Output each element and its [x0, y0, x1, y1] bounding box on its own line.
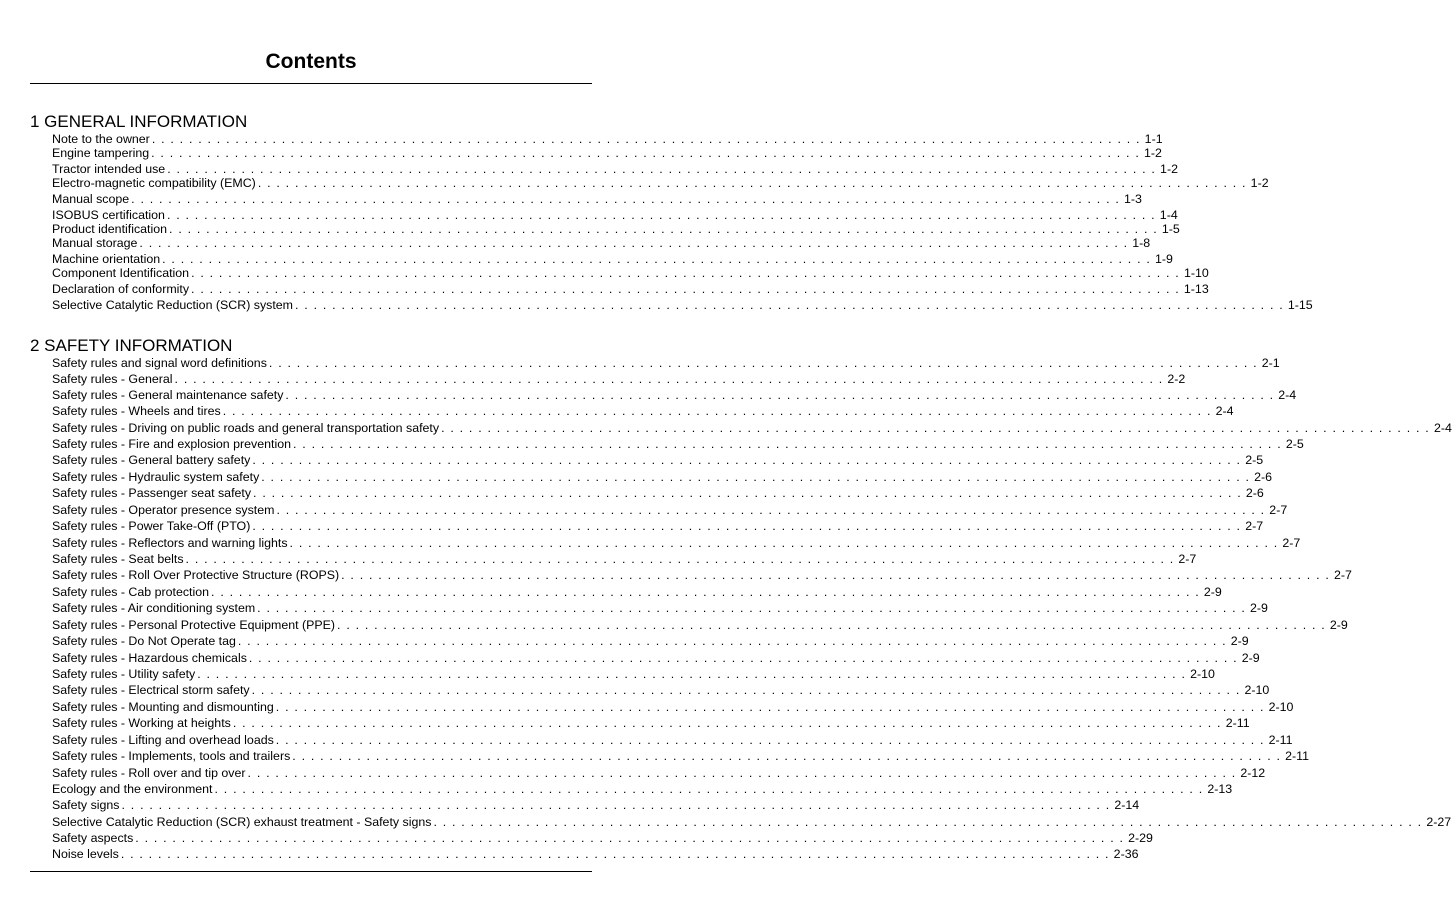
dot-leader: . . . . . . . . . . . . . . . . . . . . . . . . . . . . . . . . . . . . . . . . . . . . . . . . . . . . . . . . . . . . . . . . . . . . . . . . . . . . . . . . . . . . . . . . . . . . . . . . . . . . . . . . . . .	[121, 798, 1111, 812]
toc-entry	[52, 617, 1348, 633]
toc-entry	[52, 485, 1264, 501]
toc-entry	[52, 281, 1209, 297]
toc-entry-label: Safety rules - Seat belts	[52, 552, 184, 566]
toc-entry-label: Safety rules - General	[52, 372, 173, 386]
toc-entry	[52, 715, 1250, 731]
dot-leader: . . . . . . . . . . . . . . . . . . . . . . . . . . . . . . . . . . . . . . . . . . . . . . . . . . . . . . . . . . . . . . . . . . . . . . . . . . . . . . . . . . . . . . . . . . . . . . . . . . . . . . . . . . .	[252, 519, 1242, 533]
toc-entry	[52, 436, 1304, 452]
dot-leader: . . . . . . . . . . . . . . . . . . . . . . . . . . . . . . . . . . . . . . . . . . . . . . . . . . . . . . . . . . . . . . . . . . . . . . . . . . . . . . . . . . . . . . . . . . . . . . . . . . . . . . . . . . .	[197, 667, 1187, 681]
dot-leader: . . . . . . . . . . . . . . . . . . . . . . . . . . . . . . . . . . . . . . . . . . . . . . . . . . . . . . . . . . . . . . . . . . . . . . . . . . . . . . . . . . . . . . . . . . . . . . . . . . . . . . . . . . .	[139, 236, 1129, 250]
toc-entry-label: Selective Catalytic Reduction (SCR) exhaust treatment - Safety signs	[52, 815, 432, 829]
toc-entry-page-number: 2-7	[1282, 536, 1301, 550]
section-heading: 2 SAFETY INFORMATION	[30, 336, 233, 355]
toc-entry-label: Safety rules - Fire and explosion prevention	[52, 437, 291, 451]
toc-entry-label: ISOBUS certification	[52, 208, 165, 222]
toc-entry	[52, 633, 1249, 649]
dot-leader: . . . . . . . . . . . . . . . . . . . . . . . . . . . . . . . . . . . . . . . . . . . . . . . . . . . . . . . . . . . . . . . . . . . . . . . . . . . . . . . . . . . . . . . . . . . . . . . . . . . . . . . . . . .	[337, 618, 1326, 632]
dot-leader: . . . . . . . . . . . . . . . . . . . . . . . . . . . . . . . . . . . . . . . . . . . . . . . . . . . . . . . . . . . . . . . . . . . . . . . . . . . . . . . . . . . . . . . . . . . . . . . . . . . . . . . . . . .	[247, 766, 1237, 780]
toc-entry-label: Safety rules - Driving on public roads and general transportation safety	[52, 421, 440, 435]
dot-leader: . . . . . . . . . . . . . . . . . . . . . . . . . . . . . . . . . . . . . . . . . . . . . . . . . . . . . . . . . . . . . . . . . . . . . . . . . . . . . . . . . . . . . . . . . . . . . . . . . . . . . . . . . . .	[295, 298, 1284, 312]
toc-entry	[52, 748, 1310, 764]
dot-leader: . . . . . . . . . . . . . . . . . . . . . . . . . . . . . . . . . . . . . . . . . . . . . . . . . . . . . . . . . . . . . . . . . . . . . . . . . . . . . . . . . . . . . . . . . . . . . . . . . . . . . . . . . . .	[120, 847, 1110, 861]
toc-entry	[52, 765, 1266, 781]
toc-entry-page-number: 2-2	[1167, 372, 1186, 386]
dot-leader: . . . . . . . . . . . . . . . . . . . . . . . . . . . . . . . . . . . . . . . . . . . . . . . . . . . . . . . . . . . . . . . . . . . . . . . . . . . . . . . . . . . . . . . . . . . . . . . . . . . . . . . . . . .	[293, 437, 1282, 451]
dot-leader: . . . . . . . . . . . . . . . . . . . . . . . . . . . . . . . . . . . . . . . . . . . . . . . . . . . . . . . . . . . . . . . . . . . . . . . . . . . . . . . . . . . . . . . . . . . . . . . . . . . . . . . . . . .	[151, 132, 1141, 146]
toc-entry-page-number: 2-7	[1178, 552, 1197, 566]
dot-leader: . . . . . . . . . . . . . . . . . . . . . . . . . . . . . . . . . . . . . . . . . . . . . . . . . . . . . . . . . . . . . . . . . . . . . . . . . . . . . . . . . . . . . . . . . . . . . . . . . . . . . . . . . . .	[257, 601, 1247, 615]
dot-leader: . . . . . . . . . . . . . . . . . . . . . . . . . . . . . . . . . . . . . . . . . . . . . . . . . . . . . . . . . . . . . . . . . . . . . . . . . . . . . . . . . . . . . . . . . . . . . . . . . . . . . . . . . . .	[261, 470, 1251, 484]
toc-entry-label: Electro-magnetic compatibility (EMC)	[52, 176, 256, 190]
dot-leader: . . . . . . . . . . . . . . . . . . . . . . . . . . . . . . . . . . . . . . . . . . . . . . . . . . . . . . . . . . . . . . . . . . . . . . . . . . . . . . . . . . . . . . . . . . . . . . . . . . . . . . . . . . .	[251, 683, 1241, 697]
toc-entry	[52, 145, 1162, 161]
toc-entry-label: Safety rules - Air conditioning system	[52, 601, 256, 615]
toc-entry-page-number: 1-13	[1183, 282, 1209, 296]
toc-entry	[52, 175, 1269, 191]
dot-leader: . . . . . . . . . . . . . . . . . . . . . . . . . . . . . . . . . . . . . . . . . . . . . . . . . . . . . . . . . . . . . . . . . . . . . . . . . . . . . . . . . . . . . . . . . . . . . . . . . . . . . . . . . . .	[174, 372, 1164, 386]
toc-entry	[52, 420, 1452, 436]
toc-entry-page-number: 2-1	[1261, 356, 1280, 370]
dot-leader: . . . . . . . . . . . . . . . . . . . . . . . . . . . . . . . . . . . . . . . . . . . . . . . . . . . . . . . . . . . . . . . . . . . . . . . . . . . . . . . . . . . . . . . . . . . . . . . . . . . . . . . . . . .	[191, 282, 1180, 296]
toc-entry-label: Safety rules - Reflectors and warning lights	[52, 536, 288, 550]
dot-leader: . . . . . . . . . . . . . . . . . . . . . . . . . . . . . . . . . . . . . . . . . . . . . . . . . . . . . . . . . . . . . . . . . . . . . . . . . . . . . . . . . . . . . . . . . . . . . . . . . . . . . . . . . . .	[162, 252, 1151, 266]
toc-entry-label: Note to the owner	[52, 132, 150, 146]
toc-entry-page-number: 1-15	[1287, 298, 1313, 312]
toc-entry	[52, 551, 1197, 567]
toc-entry-label: Safety rules - General battery safety	[52, 453, 251, 467]
toc-entry-label: Safety rules - General maintenance safety	[52, 388, 284, 402]
toc-entry	[52, 814, 1452, 830]
toc-entry	[52, 297, 1313, 313]
toc-entry-label: Safety rules - Roll over and tip over	[52, 766, 246, 780]
toc-entry-label: Safety aspects	[52, 831, 134, 845]
toc-entry	[52, 650, 1260, 666]
toc-entry-page-number: 2-14	[1114, 798, 1140, 812]
toc-entry-page-number: 1-3	[1124, 192, 1142, 206]
toc-entry-page-number: 2-9	[1230, 634, 1249, 648]
toc-entry-label: Manual scope	[52, 192, 130, 206]
toc-entry-label: Safety rules - Working at heights	[52, 716, 231, 730]
toc-entry-label: Safety rules - Implements, tools and trailers	[52, 749, 291, 763]
toc-entry	[52, 567, 1352, 583]
toc-entry-label: Safety rules - Roll Over Protective Structure (ROPS)	[52, 568, 340, 582]
toc-entry	[52, 666, 1215, 682]
toc-entry-page-number: 1-2	[1250, 176, 1269, 190]
toc-entry-label: Machine orientation	[52, 252, 161, 266]
toc-entry-label: Declaration of conformity	[52, 282, 190, 296]
toc-entry-page-number: 1-1	[1144, 132, 1163, 146]
toc-entry	[52, 191, 1142, 207]
dot-leader: . . . . . . . . . . . . . . . . . . . . . . . . . . . . . . . . . . . . . . . . . . . . . . . . . . . . . . . . . . . . . . . . . . . . . . . . . . . . . . . . . . . . . . . . . . . . . . . . . . . . . . . . . . .	[257, 176, 1247, 190]
toc-entry-page-number: 2-9	[1329, 618, 1348, 632]
dot-leader: . . . . . . . . . . . . . . . . . . . . . . . . . . . . . . . . . . . . . . . . . . . . . . . . . . . . . . . . . . . . . . . . . . . . . . . . . . . . . . . . . . . . . . . . . . . . . . . . . . . . . . . . . . .	[253, 486, 1242, 500]
dot-leader: . . . . . . . . . . . . . . . . . . . . . . . . . . . . . . . . . . . . . . . . . . . . . . . . . . . . . . . . . . . . . . . . . . . . . . . . . . . . . . . . . . . . . . . . . . . . . . . . . . . . . . . . . . .	[275, 733, 1265, 747]
toc-entry-label: Engine tampering	[52, 146, 150, 160]
toc-entry	[52, 469, 1273, 485]
dot-leader: . . . . . . . . . . . . . . . . . . . . . . . . . . . . . . . . . . . . . . . . . . . . . . . . . . . . . . . . . . . . . . . . . . . . . . . . . . . . . . . . . . . . . . . . . . . . . . . . . . . . . . . . . . .	[341, 568, 1330, 582]
toc-entry-page-number: 2-5	[1245, 453, 1264, 467]
toc-entry-page-number: 2-7	[1245, 519, 1264, 533]
toc-entry-page-number: 2-11	[1285, 749, 1310, 763]
toc-entry-page-number: 1-4	[1159, 208, 1178, 222]
dot-leader: . . . . . . . . . . . . . . . . . . . . . . . . . . . . . . . . . . . . . . . . . . . . . . . . . . . . . . . . . . . . . . . . . . . . . . . . . . . . . . . . . . . . . . . . . . . . . . . . . . . . . . . . . . .	[167, 162, 1157, 176]
toc-entry-label: Noise levels	[52, 847, 119, 861]
dot-leader: . . . . . . . . . . . . . . . . . . . . . . . . . . . . . . . . . . . . . . . . . . . . . . . . . . . . . . . . . . . . . . . . . . . . . . . . . . . . . . . . . . . . . . . . . . . . . . . . . . . . . . . . . . .	[214, 782, 1204, 796]
toc-entry-page-number: 1-2	[1160, 162, 1178, 176]
toc-entry-page-number: 2-7	[1334, 568, 1352, 582]
toc-entry-label: Safety rules - Mounting and dismounting	[52, 700, 274, 714]
dot-leader: . . . . . . . . . . . . . . . . . . . . . . . . . . . . . . . . . . . . . . . . . . . . . . . . . . . . . . . . . . . . . . . . . . . . . . . . . . . . . . . . . . . . . . . . . . . . . . . . . . . . . . . . . . .	[441, 421, 1430, 435]
toc-entry-label: Component Identification	[52, 266, 190, 280]
toc-entry-label: Product identification	[52, 222, 168, 236]
dot-leader: . . . . . . . . . . . . . . . . . . . . . . . . . . . . . . . . . . . . . . . . . . . . . . . . . . . . . . . . . . . . . . . . . . . . . . . . . . . . . . . . . . . . . . . . . . . . . . . . . . . . . . . . . . .	[433, 815, 1423, 829]
toc-entry	[52, 355, 1280, 371]
toc-entry-label: Safety rules - Personal Protective Equipment (PPE)	[52, 618, 336, 632]
dot-leader: . . . . . . . . . . . . . . . . . . . . . . . . . . . . . . . . . . . . . . . . . . . . . . . . . . . . . . . . . . . . . . . . . . . . . . . . . . . . . . . . . . . . . . . . . . . . . . . . . . . . . . . . . . .	[289, 536, 1279, 550]
toc-entry-page-number: 2-27	[1426, 815, 1452, 829]
toc-entry	[52, 781, 1233, 797]
toc-entry-page-number: 2-29	[1128, 831, 1153, 845]
dot-leader: . . . . . . . . . . . . . . . . . . . . . . . . . . . . . . . . . . . . . . . . . . . . . . . . . . . . . . . . . . . . . . . . . . . . . . . . . . . . . . . . . . . . . . . . . . . . . . . . . . . . . . . . . . .	[166, 208, 1156, 222]
dot-leader: . . . . . . . . . . . . . . . . . . . . . . . . . . . . . . . . . . . . . . . . . . . . . . . . . . . . . . . . . . . . . . . . . . . . . . . . . . . . . . . . . . . . . . . . . . . . . . . . . . . . . . . . . . .	[285, 388, 1275, 402]
toc-entry-page-number: 2-10	[1190, 667, 1215, 681]
toc-entry	[52, 846, 1139, 862]
dot-leader: . . . . . . . . . . . . . . . . . . . . . . . . . . . . . . . . . . . . . . . . . . . . . . . . . . . . . . . . . . . . . . . . . . . . . . . . . . . . . . . . . . . . . . . . . . . . . . . . . . . . . . . . . . .	[252, 453, 1242, 467]
toc-entry-label: Selective Catalytic Reduction (SCR) system	[52, 298, 294, 312]
toc-entry-page-number: 2-9	[1203, 585, 1222, 599]
toc-entry	[52, 265, 1209, 281]
toc-entry-label: Safety rules - Passenger seat safety	[52, 486, 252, 500]
toc-entry-page-number: 1-8	[1132, 236, 1151, 250]
dot-leader: . . . . . . . . . . . . . . . . . . . . . . . . . . . . . . . . . . . . . . . . . . . . . . . . . . . . . . . . . . . . . . . . . . . . . . . . . . . . . . . . . . . . . . . . . . . . . . . . . . . . . . . . . . .	[275, 700, 1265, 714]
toc-entry	[52, 797, 1140, 813]
toc-entry-page-number: 2-10	[1244, 683, 1270, 697]
page-title: Contents	[265, 50, 357, 73]
toc-entry	[52, 535, 1301, 551]
toc-entry-page-number: 2-11	[1268, 733, 1293, 747]
toc-entry-label: Safety rules - Hydraulic system safety	[52, 470, 260, 484]
dot-leader: . . . . . . . . . . . . . . . . . . . . . . . . . . . . . . . . . . . . . . . . . . . . . . . . . . . . . . . . . . . . . . . . . . . . . . . . . . . . . . . . . . . . . . . . . . . . . . . . . . . . . . . . . . .	[211, 585, 1200, 599]
toc-entry-page-number: 2-5	[1285, 437, 1304, 451]
toc-entry-label: Safety rules - Wheels and tires	[52, 404, 221, 418]
toc-entry	[52, 682, 1270, 698]
dot-leader: . . . . . . . . . . . . . . . . . . . . . . . . . . . . . . . . . . . . . . . . . . . . . . . . . . . . . . . . . . . . . . . . . . . . . . . . . . . . . . . . . . . . . . . . . . . . . . . . . . . . . . . . . . .	[292, 749, 1282, 763]
dot-leader: . . . . . . . . . . . . . . . . . . . . . . . . . . . . . . . . . . . . . . . . . . . . . . . . . . . . . . . . . . . . . . . . . . . . . . . . . . . . . . . . . . . . . . . . . . . . . . . . . . . . . . . . . . .	[232, 716, 1222, 730]
section-heading: 1 GENERAL INFORMATION	[30, 112, 248, 131]
toc-entry	[52, 452, 1264, 468]
toc-entry	[52, 518, 1264, 534]
dot-leader: . . . . . . . . . . . . . . . . . . . . . . . . . . . . . . . . . . . . . . . . . . . . . . . . . . . . . . . . . . . . . . . . . . . . . . . . . . . . . . . . . . . . . . . . . . . . . . . . . . . . . . . . . . .	[131, 192, 1121, 206]
dot-leader: . . . . . . . . . . . . . . . . . . . . . . . . . . . . . . . . . . . . . . . . . . . . . . . . . . . . . . . . . . . . . . . . . . . . . . . . . . . . . . . . . . . . . . . . . . . . . . . . . . . . . . . . . . .	[248, 651, 1238, 665]
toc-entry-label: Safety rules - Power Take-Off (PTO)	[52, 519, 251, 533]
toc-entry-label: Safety rules - Hazardous chemicals	[52, 651, 247, 665]
toc-entry-page-number: 2-9	[1250, 601, 1268, 615]
toc-entry-label: Ecology and the environment	[52, 782, 213, 796]
dot-leader: . . . . . . . . . . . . . . . . . . . . . . . . . . . . . . . . . . . . . . . . . . . . . . . . . . . . . . . . . . . . . . . . . . . . . . . . . . . . . . . . . . . . . . . . . . . . . . . . . . . . . . . . . . .	[151, 146, 1140, 160]
toc-entry	[52, 584, 1222, 600]
toc-entry-label: Safety rules and signal word definitions	[52, 356, 267, 370]
toc-entry-page-number: 2-4	[1215, 404, 1234, 418]
toc-entry-page-number: 2-7	[1269, 503, 1288, 517]
toc-entry-label: Safety rules - Lifting and overhead loads	[52, 733, 274, 747]
toc-entry	[52, 235, 1151, 251]
dot-leader: . . . . . . . . . . . . . . . . . . . . . . . . . . . . . . . . . . . . . . . . . . . . . . . . . . . . . . . . . . . . . . . . . . . . . . . . . . . . . . . . . . . . . . . . . . . . . . . . . . . . . . . . . . .	[169, 222, 1158, 236]
toc-entry-page-number: 2-6	[1245, 486, 1264, 500]
toc-entry-page-number: 2-4	[1433, 421, 1452, 435]
toc-entry	[52, 830, 1153, 846]
title-divider	[30, 83, 592, 84]
toc-entry	[52, 732, 1293, 748]
toc-entry-page-number: 1-2	[1143, 146, 1162, 160]
toc-entry-page-number: 2-36	[1113, 847, 1139, 861]
toc-entry-page-number: 1-10	[1183, 266, 1209, 280]
toc-entry-page-number: 2-6	[1254, 470, 1273, 484]
dot-leader: . . . . . . . . . . . . . . . . . . . . . . . . . . . . . . . . . . . . . . . . . . . . . . . . . . . . . . . . . . . . . . . . . . . . . . . . . . . . . . . . . . . . . . . . . . . . . . . . . . . . . . . . . . .	[276, 503, 1266, 517]
toc-entry-label: Safety rules - Electrical storm safety	[52, 683, 250, 697]
bottom-divider	[30, 871, 592, 872]
toc-entry-page-number: 2-4	[1278, 388, 1297, 402]
dot-leader: . . . . . . . . . . . . . . . . . . . . . . . . . . . . . . . . . . . . . . . . . . . . . . . . . . . . . . . . . . . . . . . . . . . . . . . . . . . . . . . . . . . . . . . . . . . . . . . . . . . . . . . . . . .	[237, 634, 1227, 648]
toc-entry	[52, 699, 1294, 715]
toc-entry-page-number: 2-12	[1240, 766, 1266, 780]
toc-entry-page-number: 2-9	[1241, 651, 1260, 665]
toc-entry-page-number: 1-9	[1155, 252, 1173, 266]
toc-entry-label: Safety rules - Operator presence system	[52, 503, 275, 517]
toc-entry-label: Safety rules - Cab protection	[52, 585, 210, 599]
toc-entry-label: Safety signs	[52, 798, 120, 812]
dot-leader: . . . . . . . . . . . . . . . . . . . . . . . . . . . . . . . . . . . . . . . . . . . . . . . . . . . . . . . . . . . . . . . . . . . . . . . . . . . . . . . . . . . . . . . . . . . . . . . . . . . . . . . . . . .	[185, 552, 1175, 566]
toc-entry-page-number: 2-13	[1207, 782, 1233, 796]
toc-entry-page-number: 1-5	[1161, 222, 1180, 236]
toc-entry	[52, 502, 1288, 518]
dot-leader: . . . . . . . . . . . . . . . . . . . . . . . . . . . . . . . . . . . . . . . . . . . . . . . . . . . . . . . . . . . . . . . . . . . . . . . . . . . . . . . . . . . . . . . . . . . . . . . . . . . . . . . . . . .	[135, 831, 1125, 845]
toc-entry	[52, 371, 1186, 387]
toc-entry	[52, 600, 1268, 616]
toc-entry	[52, 387, 1297, 403]
toc-entry-label: Safety rules - Do Not Operate tag	[52, 634, 236, 648]
toc-entry	[52, 403, 1234, 419]
toc-entry-page-number: 2-10	[1268, 700, 1294, 714]
toc-entry-label: Manual storage	[52, 236, 138, 250]
dot-leader: . . . . . . . . . . . . . . . . . . . . . . . . . . . . . . . . . . . . . . . . . . . . . . . . . . . . . . . . . . . . . . . . . . . . . . . . . . . . . . . . . . . . . . . . . . . . . . . . . . . . . . . . . . .	[222, 404, 1212, 418]
toc-entry-page-number: 2-11	[1225, 716, 1250, 730]
dot-leader: . . . . . . . . . . . . . . . . . . . . . . . . . . . . . . . . . . . . . . . . . . . . . . . . . . . . . . . . . . . . . . . . . . . . . . . . . . . . . . . . . . . . . . . . . . . . . . . . . . . . . . . . . . .	[191, 266, 1180, 280]
toc-entry-label: Safety rules - Utility safety	[52, 667, 196, 681]
dot-leader: . . . . . . . . . . . . . . . . . . . . . . . . . . . . . . . . . . . . . . . . . . . . . . . . . . . . . . . . . . . . . . . . . . . . . . . . . . . . . . . . . . . . . . . . . . . . . . . . . . . . . . . . . . .	[268, 356, 1258, 370]
toc-entry-label: Tractor intended use	[52, 162, 166, 176]
